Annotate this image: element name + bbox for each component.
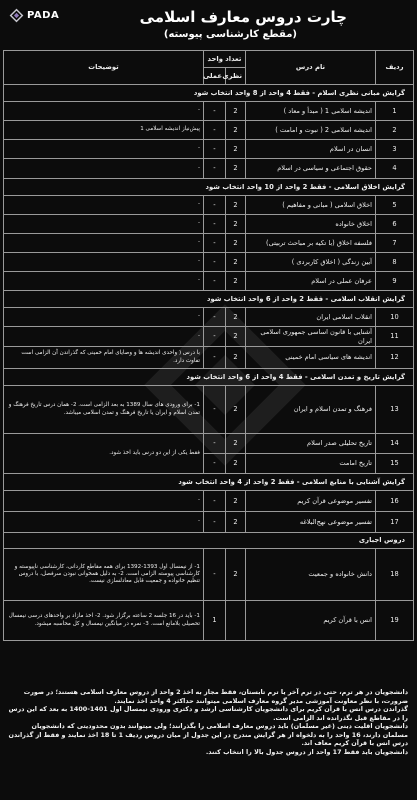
table-row — [4, 272, 414, 291]
row-notes: با درس ( واحدی اندیشه ها و وصایای امام خمینی که گذراندن آن الزامی است تفاوت دارد. — [4, 347, 204, 369]
row-notes: - — [4, 159, 204, 179]
row-num: 14 — [376, 434, 414, 454]
table-row — [4, 308, 414, 327]
row-num: 12 — [376, 347, 414, 369]
row-theory: 2 — [226, 234, 246, 253]
row-theory: 2 — [226, 272, 246, 291]
row-notes: 1- از نیمسال اول 1393-1392 برای همه مقاطع کاردانی، کارشناسی ناپیوسته و کارشناسی پیوسته الزامی است. 2- به دلیل همخوانی نبودن سرفصل، با دروس تنظیم خانواده و جمعیت قابل معادلسازی نیست. — [4, 549, 204, 601]
row-notes: - — [4, 512, 204, 533]
header-theory: نظری — [226, 68, 246, 85]
row-num: 7 — [376, 234, 414, 253]
table-row — [4, 159, 414, 179]
row-practical: - — [203, 102, 225, 121]
row-practical: - — [203, 308, 225, 327]
row-num: 15 — [376, 454, 414, 474]
row-practical: - — [203, 512, 225, 533]
row-practical: - — [203, 327, 225, 347]
footer-note: دانشجویان باید فقط 17 واحد از دروس جدول بالا را انتخاب کنند. — [205, 747, 408, 756]
row-theory: 2 — [226, 140, 246, 159]
table-row — [4, 327, 414, 347]
course-table — [3, 50, 414, 641]
table-row — [4, 102, 414, 121]
row-notes: - — [4, 196, 204, 215]
page-subtitle: (مقطع کارشناسی پیوسته) — [163, 29, 297, 40]
brand-logo — [10, 9, 59, 22]
row-num: 5 — [376, 196, 414, 215]
row-theory: 2 — [226, 512, 246, 533]
table-row — [4, 386, 414, 434]
row-practical: - — [203, 196, 225, 215]
row-notes: - — [4, 102, 204, 121]
row-practical: 1 — [203, 601, 225, 641]
row-num: 4 — [376, 159, 414, 179]
row-course-name: انسان در اسلام — [246, 140, 376, 159]
row-theory: 2 — [226, 327, 246, 347]
row-course-name: اندیشه اسلامی 2 ( نبوت و امامت ) — [246, 121, 376, 140]
row-theory: 2 — [226, 347, 246, 369]
row-practical: - — [203, 272, 225, 291]
row-theory: 2 — [226, 491, 246, 512]
row-course-name: آشنایی با قانون اساسی جمهوری اسلامی ایران — [246, 327, 376, 347]
row-notes: 1- برای ورودی های سال 1389 به بعد الزامی است. 2- همان درس تاریخ فرهنگ و تمدن اسلام و ایران یا تاریخ فرهنگ و تمدن اسلامی میباشد. — [4, 386, 204, 434]
row-theory: 2 — [226, 454, 246, 474]
group-title: گرایش تاریخ و تمدن اسلامی - فقط 4 واحد از 6 واحد انتخاب شود — [4, 369, 414, 386]
row-theory: 2 — [226, 253, 246, 272]
row-practical: - — [203, 434, 225, 454]
row-course-name: انس با قرآن کریم — [246, 601, 376, 641]
row-theory: 2 — [226, 549, 246, 601]
row-notes: - — [4, 308, 204, 327]
row-course-name: عرفان عملی در اسلام — [246, 272, 376, 291]
row-num: 1 — [376, 102, 414, 121]
table-row — [4, 601, 414, 641]
group-title: گرایش آشنایی با منابع اسلامی - فقط 2 واحد از 4 واحد انتخاب شود — [4, 474, 414, 491]
row-notes: - — [4, 327, 204, 347]
row-num: 2 — [376, 121, 414, 140]
page-title: چارت دروس معارف اسلامی — [139, 8, 347, 26]
row-notes: پیش‌نیاز اندیشه اسلامی 1 — [4, 121, 204, 140]
table-row — [4, 215, 414, 234]
row-notes: - — [4, 272, 204, 291]
row-notes: - — [4, 234, 204, 253]
group-title: گرایش انقلاب اسلامی - فقط 2 واحد از 6 واحد انتخاب شود — [4, 291, 414, 308]
footer-notes — [6, 688, 408, 756]
row-course-name: دانش خانواده و جمعیت — [246, 549, 376, 601]
row-notes: - — [4, 140, 204, 159]
row-num: 17 — [376, 512, 414, 533]
footer-note: دانشجویان اقلیت دینی (غیر مسلمان) باید دروس معارف اسلامی را بگذرانند؛ ولی میتوانند بدون محدودیتی که دانشجویان مسلمان دارند، 16 واحد را به دلخواه از هر گرایش مندرج در این جدول از میان دروس ردیف 1 تا 18 اخذ نمایند و فقط از گذراندن درس انس با قرآن کریم معاف اند. — [8, 722, 408, 748]
table-row — [4, 253, 414, 272]
row-practical: - — [203, 234, 225, 253]
header-notes: توضیحات — [4, 51, 204, 85]
row-theory: 2 — [226, 215, 246, 234]
row-theory: 2 — [226, 434, 246, 454]
row-num: 18 — [376, 549, 414, 601]
row-practical: - — [203, 215, 225, 234]
row-course-name: آیین زندگی ( اخلاق کاربردی ) — [246, 253, 376, 272]
row-num: 6 — [376, 215, 414, 234]
row-course-name: اخلاق خانواده — [246, 215, 376, 234]
table-row — [4, 140, 414, 159]
row-course-name: حقوق اجتماعی و سیاسی در اسلام — [246, 159, 376, 179]
row-num: 19 — [376, 601, 414, 641]
row-theory: 2 — [226, 159, 246, 179]
table-row — [4, 234, 414, 253]
row-num: 8 — [376, 253, 414, 272]
row-num: 13 — [376, 386, 414, 434]
row-theory: 2 — [226, 102, 246, 121]
row-theory: 2 — [226, 308, 246, 327]
row-num: 16 — [376, 491, 414, 512]
row-practical: - — [203, 140, 225, 159]
row-practical: - — [203, 253, 225, 272]
header-num: ردیف — [376, 51, 414, 85]
row-practical: - — [203, 491, 225, 512]
row-practical: - — [203, 549, 225, 601]
row-course-name: تاریخ امامت — [246, 454, 376, 474]
row-course-name: تفسیر موضوعی قرآن کریم — [246, 491, 376, 512]
footer-note: دانشجویان در هر ترم، حتی در ترم آخر یا ترم تابستان، فقط مجاز به اخذ 2 واحد از دروس معارف اسلامی هستند؛ در صورت ضرورت، با نظر معاونت آموزشی مدیر گروه معارف اسلامی میتوانند حداکثر 4 واحد اخذ نمایند. — [23, 688, 408, 705]
row-practical: - — [203, 454, 225, 474]
header-units: تعداد واحد — [203, 51, 245, 68]
table-row — [4, 491, 414, 512]
pada-logo-icon — [10, 9, 23, 22]
row-course-name: فلسفه اخلاق (با تکیه بر مباحث تربیتی) — [246, 234, 376, 253]
row-course-name: اندیشه های سیاسی امام خمینی — [246, 347, 376, 369]
row-theory — [226, 601, 246, 641]
group-title: دروس اجباری — [4, 533, 414, 549]
row-practical: - — [203, 121, 225, 140]
row-num: 10 — [376, 308, 414, 327]
row-num: 9 — [376, 272, 414, 291]
footer-note: گذراندن درس انس با قرآن کریم برای دانشجویان کارشناسی ارشد و دکتری ورودی نیمسال اول 1401-1400 به بعد که این درس را در مقاطع قبل نگذرانده اند الزامی است. — [8, 705, 408, 722]
table-row — [4, 434, 414, 454]
table-row — [4, 512, 414, 533]
row-num: 3 — [376, 140, 414, 159]
row-practical: - — [203, 347, 225, 369]
row-theory: 2 — [226, 386, 246, 434]
row-notes: فقط یکی از این دو درس باید اخذ شود. — [4, 434, 204, 474]
header-course: نام درس — [246, 51, 376, 85]
row-course-name: تاریخ تحلیلی صدر اسلام — [246, 434, 376, 454]
row-notes: 1- باید در 16 جلسه 2 ساعته برگزار شود. 2- اخذ مازاد بر واحدهای درسی نیمسال تحصیلی بلامانع است. 3- نمره در میانگین نیمسال و کل محاسبه میشود. — [4, 601, 204, 641]
row-course-name: اندیشه اسلامی 1 ( مبدأ و معاد ) — [246, 102, 376, 121]
row-course-name: انقلاب اسلامی ایران — [246, 308, 376, 327]
group-title: گرایش اخلاق اسلامی - فقط 2 واحد از 10 واحد انتخاب شود — [4, 179, 414, 196]
row-theory: 2 — [226, 121, 246, 140]
page-header — [0, 0, 417, 48]
group-title: گرایش مبانی نظری اسلام - فقط 4 واحد از 8 واحد انتخاب شود — [4, 85, 414, 102]
row-practical: - — [203, 386, 225, 434]
row-theory: 2 — [226, 196, 246, 215]
row-num: 11 — [376, 327, 414, 347]
row-course-name: فرهنگ و تمدن اسلام و ایران — [246, 386, 376, 434]
row-notes: - — [4, 253, 204, 272]
table-row — [4, 347, 414, 369]
brand-name: PADA — [27, 10, 60, 21]
course-table-wrapper — [3, 50, 414, 641]
row-notes: - — [4, 491, 204, 512]
header-practical: عملی — [203, 68, 225, 85]
table-row — [4, 196, 414, 215]
table-row — [4, 121, 414, 140]
row-course-name: تفسیر موضوعی نهج‌البلاغه — [246, 512, 376, 533]
row-practical: - — [203, 159, 225, 179]
table-row — [4, 549, 414, 601]
row-course-name: اخلاق اسلامی ( مبانی و مفاهیم ) — [246, 196, 376, 215]
row-notes: - — [4, 215, 204, 234]
